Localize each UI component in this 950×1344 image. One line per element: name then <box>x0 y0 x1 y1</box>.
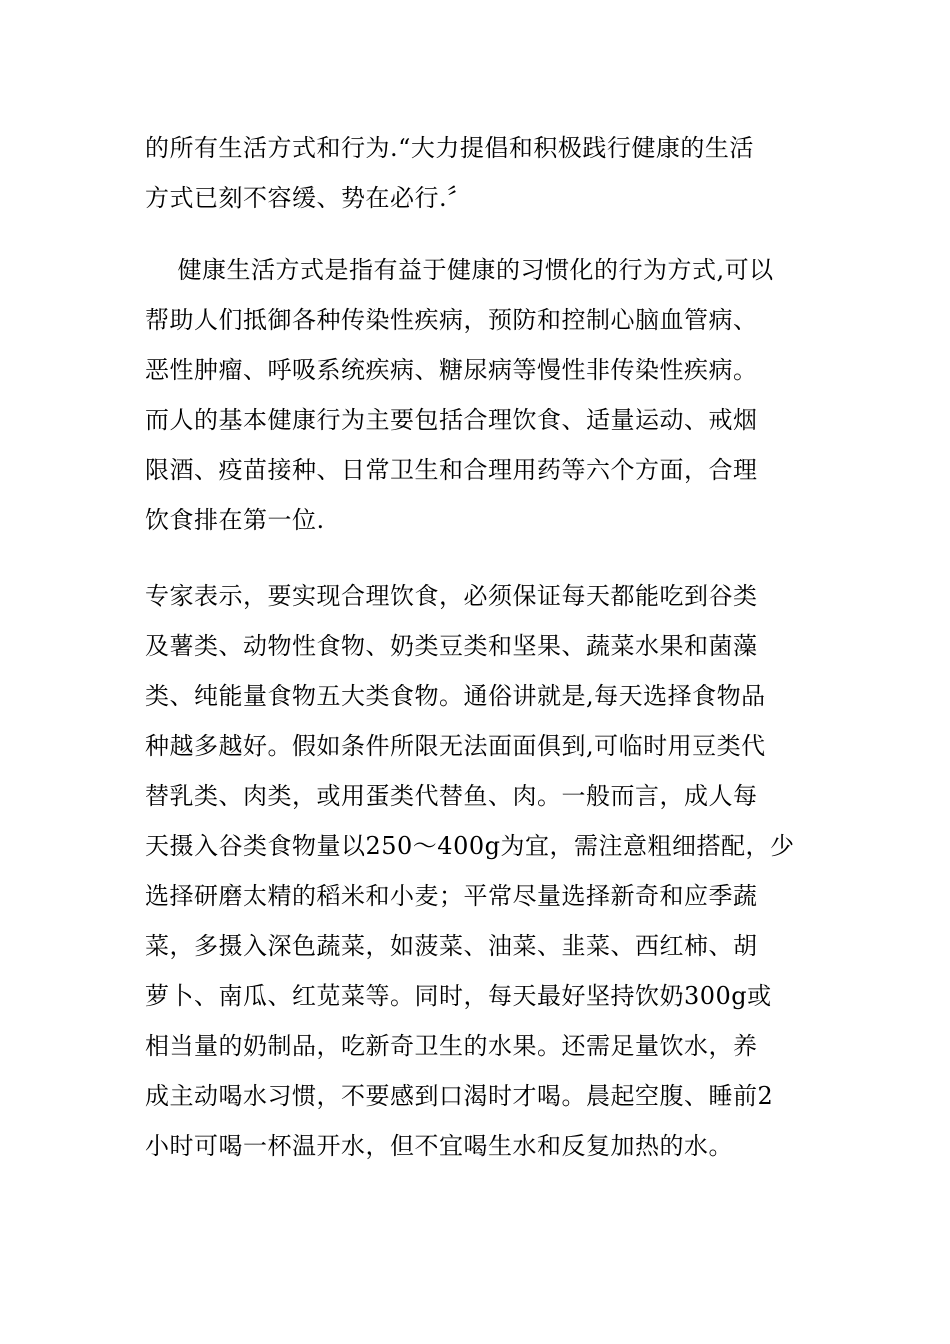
text-line: 而人的基本健康行为主要包括合理饮食、适量运动、戒烟 <box>145 406 758 434</box>
paragraph-1 <box>145 123 815 223</box>
text-line: 菜，多摄入深色蔬菜，如菠菜、油菜、韭菜、西红柿、胡 <box>145 932 758 960</box>
text-line: 恶性肿瘤、呼吸系统疾病、糖尿病等慢性非传染性疾病。 <box>145 356 758 384</box>
paragraph-2 <box>145 245 815 545</box>
text-line: 的所有生活方式和行为.“大力提倡和积极践行健康的生活 <box>145 134 754 162</box>
text-line: 小时可喝一杯温开水，但不宜喝生水和反复加热的水。 <box>145 1132 733 1160</box>
text-line: 及薯类、动物性食物、奶类豆类和坚果、蔬菜水果和菌藻 <box>145 632 758 660</box>
text-line: 健康生活方式是指有益于健康的习惯化的行为方式,可以 <box>145 256 774 284</box>
text-line: 帮助人们抵御各种传染性疾病，预防和控制心脑血管病、 <box>145 306 758 334</box>
text-line: 专家表示，要实现合理饮食，必须保证每天都能吃到谷类 <box>145 582 758 610</box>
text-line: 成主动喝水习惯，不要感到口渴时才喝。晨起空腹、睡前2 <box>145 1082 774 1110</box>
text-line: 限酒、疫苗接种、日常卫生和合理用药等六个方面，合理 <box>145 456 758 484</box>
text-line: 选择研磨太精的稻米和小麦；平常尽量选择新奇和应季蔬 <box>145 882 758 910</box>
text-line: 相当量的奶制品，吃新奇卫生的水果。还需足量饮水，养 <box>145 1032 758 1060</box>
text-line: 饮食排在第一位. <box>145 506 325 534</box>
text-line: 种越多越好。假如条件所限无法面面俱到,可临时用豆类代 <box>145 732 766 760</box>
text-line: 类、纯能量食物五大类食物。通俗讲就是,每天选择食物品 <box>145 682 766 710</box>
text-line: 替乳类、肉类，或用蛋类代替鱼、肉。一般而言，成人每 <box>145 782 758 810</box>
text-line: 天摄入谷类食物量以250～400g为宜，需注意粗细搭配，少 <box>145 832 795 860</box>
text-line: 萝卜、南瓜、红苋菜等。同时，每天最好坚持饮奶300g或 <box>145 982 772 1010</box>
paragraph-3 <box>145 571 815 1171</box>
text-line: 方式已刻不容缓、势在必行.〞 <box>145 184 472 212</box>
